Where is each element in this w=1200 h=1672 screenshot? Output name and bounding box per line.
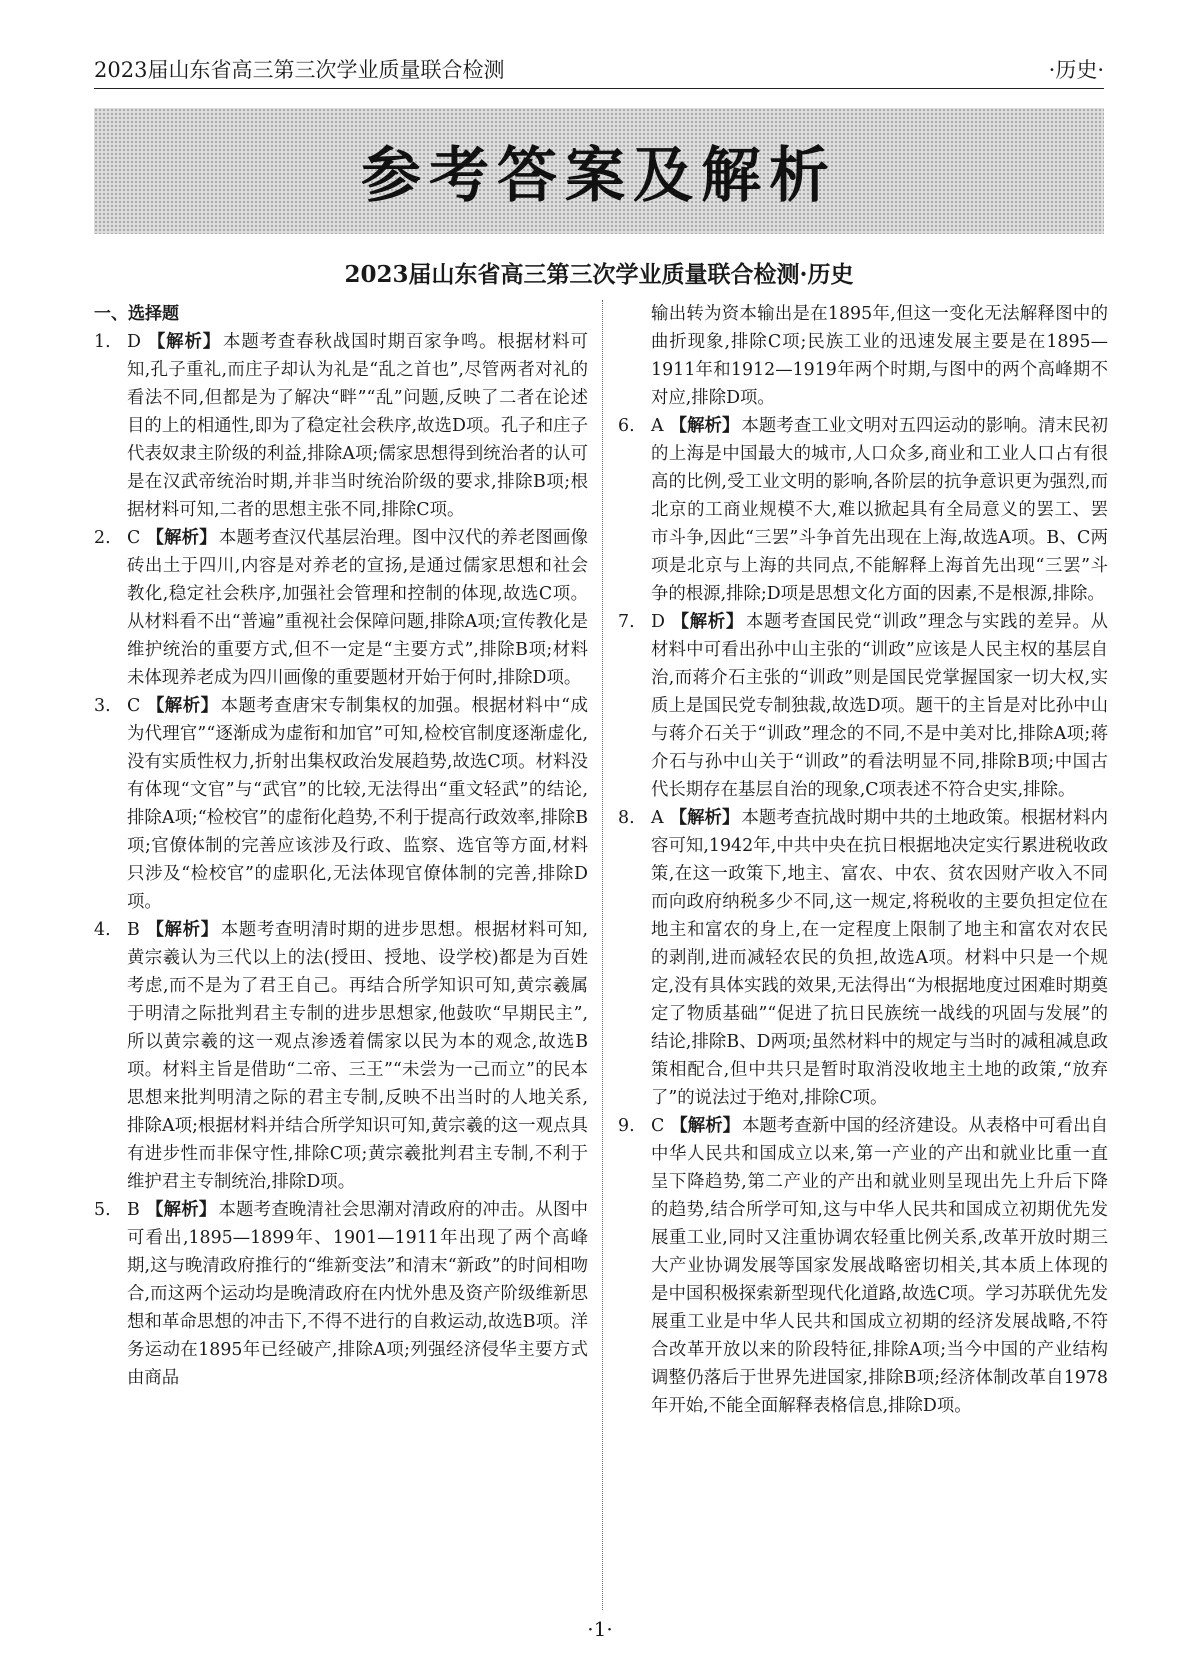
item-body [651,804,1108,1112]
item-text: 本题考查汉代基层治理。图中汉代的养老图画像砖出土于四川,内容是对养老的宣扬,是通过儒家思想和社会教化,稳定社会秩序,加强社会管理和控制的体现,故选C项。从材料看不出“普遍”重视社会保障问题,排除A项;宣传教化是维护统治的重要方式,但不一定是“主要方式”,排除B项;材料未体现养老成为四川画像的重要题材开始于何时,排除D项。 [127,528,588,688]
answer-item-8 [618,804,1108,1112]
item-body [127,916,588,1196]
banner-title: 参考答案及解析 [361,141,837,211]
item-body [127,328,588,524]
analysis-tag: 【解析】 [669,808,740,828]
analysis-tag: 【解析】 [669,416,740,436]
analysis-tag: 【解析】 [145,920,219,940]
item-text: 本题考查新中国的经济建设。从表格中可看出自中华人民共和国成立以来,第一产业的产出和就业比重一直呈下降趋势,第二产业的产出和就业则呈现出先上升后下降的趋势,结合所学可知,这与中华人民共和国成立初期优先发展重工业,同时又注重协调农轻重比例关系,改革开放时期三大产业协调发展等国家发展战略密切相关,其本质上体现的是中国积极探索新型现代化道路,故选C项。学习苏联优先发展重工业是中华人民共和国成立初期的经济发展战略,不符合改革开放以来的阶段特征,排除A项;当今中国的产业结构调整仍落后于世界先进国家,排除B项;经济体制改革自1978年开始,不能全面解释表格信息,排除D项。 [651,1116,1108,1416]
analysis-tag: 【解析】 [145,1200,217,1220]
item-text: 本题考查明清时期的进步思想。根据材料可知,黄宗羲认为三代以上的法(授田、授地、设学校)都是为百姓考虑,而不是为了君王自己。再结合所学知识可知,黄宗羲属于明清之际批判君主专制的进步思想家,他鼓吹“早期民主”,所以黄宗羲的这一观点渗透着儒家以民为本的观念,故选B项。材料主旨是借助“二帝、三王”“未尝为一己而立”的民本思想来批判明清之际的君主专制,反映不出当时的人地关系,排除A项;根据材料并结合所学知识可知,黄宗羲的这一观点具有进步性而非保守性,排除C项;黄宗羲批判君主专制,不利于维护君主专制统治,排除D项。 [127,920,588,1192]
item-number: 6. [618,416,635,436]
item-answer: C [127,696,141,716]
item-number: 5. [94,1200,111,1220]
page-subtitle: 2023届山东省高三第三次学业质量联合检测·历史 [344,261,854,288]
item-number: 2. [94,528,111,548]
item-body [127,524,588,692]
item-answer: C [651,1116,665,1136]
item-body [651,412,1108,608]
column-divider [602,300,603,1610]
item-body [127,692,588,916]
item-answer: A [651,808,664,828]
item-text: 本题考查唐宋专制集权的加强。根据材料中“成为代理官”“逐渐成为虚衔和加官”可知,检校官制度逐渐虚化,没有实质性权力,折射出集权政治发展趋势,故选C项。材料没有体现“文官”与“武官”的比较,无法得出“重文轻武”的结论,排除A项;“检校官”的虚衔化趋势,不利于提高行政效率,排除B项;官僚体制的完善应该涉及行政、监察、选官等方面,材料只涉及“检校官”的虚职化,无法体现官僚体制的完善,排除D项。 [127,696,588,912]
item-number: 9. [618,1116,635,1136]
page-header [94,55,1104,89]
item-number: 3. [94,696,111,716]
item-number: 4. [94,920,111,940]
answer-item-3 [94,692,588,916]
item-answer: D [127,332,141,352]
answer-item-9 [618,1112,1108,1420]
item-answer: C [127,528,141,548]
answer-item-4 [94,916,588,1196]
left-column [94,300,588,1392]
item-5-continuation: 输出转为资本输出是在1895年,但这一变化无法解释图中的曲折现象,排除C项;民族工业的迅速发展主要是在1895—1911年和1912—1919年两个时期,与图中的两个高峰期不对应,排除D项。 [651,304,1108,408]
analysis-tag: 【解析】 [670,612,744,632]
analysis-tag: 【解析】 [146,696,219,716]
item-body [651,1112,1108,1420]
section-title: 一、选择题 [94,304,179,324]
answer-item-6 [618,412,1108,608]
page-number: ·1· [587,1617,613,1641]
answer-item-5 [94,1196,588,1392]
analysis-tag: 【解析】 [146,528,217,548]
item-text: 本题考查春秋战国时期百家争鸣。根据材料可知,孔子重礼,而庄子却认为礼是“乱之首也”,尽管两者对礼的看法不同,但都是为了解决“畔”“乱”问题,反映了二者在论述目的上的相通性,即为了稳定社会秩序,故选D项。孔子和庄子代表奴隶主阶级的利益,排除A项;儒家思想得到统治者的认可是在汉武帝统治时期,并非当时统治阶级的要求,排除B项;根据材料可知,二者的思想主张不同,排除C项。 [127,332,588,520]
item-answer: A [651,416,664,436]
item-body [127,1196,588,1392]
item-answer: D [651,612,665,632]
title-banner [94,108,1104,234]
item-number: 7. [618,612,635,632]
item-text: 本题考查工业文明对五四运动的影响。清末民初的上海是中国最大的城市,人口众多,商业和工业人口占有很高的比例,受工业文明的影响,各阶层的抗争意识更为强烈,而北京的工商业规模不大,难以掀起具有全局意义的罢工、罢市斗争,因此“三罢”斗争首先出现在上海,故选A项。B、C两项是北京与上海的共同点,不能解释上海首先出现“三罢”斗争的根源,排除;D项是思想文化方面的因素,不是根源,排除。 [651,416,1108,604]
item-text: 本题考查抗战时期中共的土地政策。根据材料内容可知,1942年,中共中央在抗日根据地决定实行累进税收政策,在这一政策下,地主、富农、中农、贫农因财产收入不同而向政府纳税多少不同,这一规定,将税收的主要负担定位在地主和富农的身上,在一定程度上限制了地主和富农对农民的剥削,进而减轻农民的负担,故选A项。材料中只是一个规定,没有具体实践的效果,无法得出“为根据地度过困难时期奠定了物质基础”“促进了抗日民族统一战线的巩固与发展”的结论,排除B、D两项;虽然材料中的规定与当时的减租减息政策相配合,但中共只是暂时取消没收地主土地的政策,“放弃了”的说法过于绝对,排除C项。 [651,808,1108,1108]
analysis-tag: 【解析】 [670,1116,741,1136]
item-answer: B [127,1200,140,1220]
right-column [618,300,1108,1420]
item-body [651,608,1108,804]
answer-item-2 [94,524,588,692]
header-subject: ·历史· [1048,58,1104,82]
header-exam-title: 2023届山东省高三第三次学业质量联合检测 [94,58,505,82]
item-text: 本题考查晚清社会思潮对清政府的冲击。从图中可看出,1895—1899年、1901—1911年出现了两个高峰期,这与晚清政府推行的“维新变法”和清末“新政”的时间相吻合,而这两个运动均是晚清政府在内忧外患及资产阶级维新思想和革命思想的冲击下,不得不进行的自救运动,故选B项。洋务运动在1895年已经破产,排除A项;列强经济侵华主要方式由商品 [127,1200,588,1388]
item-text: 本题考查国民党“训政”理念与实践的差异。从材料中可看出孙中山主张的“训政”应该是人民主权的基层自治,而蒋介石主张的“训政”则是国民党掌握国家一切大权,实质上是国民党专制独裁,故选D项。题干的主旨是对比孙中山与蒋介石关于“训政”理念的不同,不是中美对比,排除A项;蒋介石与孙中山关于“训政”的看法明显不同,排除B项;中国古代长期存在基层自治的现象,C项表述不符合史实,排除。 [651,612,1108,800]
item-number: 8. [618,808,635,828]
item-number: 1. [94,332,111,352]
answer-item-7 [618,608,1108,804]
answer-item-1 [94,328,588,524]
item-answer: B [127,920,140,940]
analysis-tag: 【解析】 [146,332,222,352]
